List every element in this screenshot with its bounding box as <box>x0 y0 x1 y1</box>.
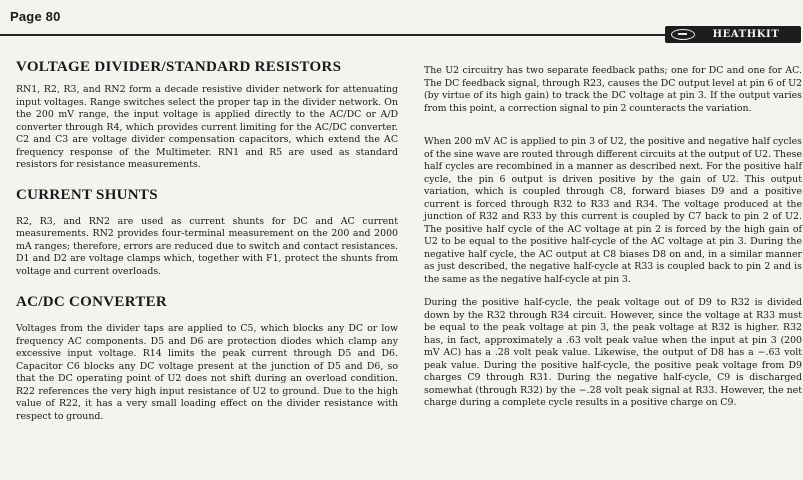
brand-name: HEATHKIT <box>712 29 780 40</box>
section-text-voltage-divider: RN1, R2, R3, and RN2 form a decade resistive divider network for attenuating input voltages. Range switches select the proper tap in the divider network. On the 200 mV range, the input voltage is applied directly to the AC/DC or A/D converter through R4, which provides current limiting for the AC/DC converter. C2 and C3 are voltage divider compensation capacitors, which extend the AC frequency response of the Multimeter. RN1 and R5 are used as standard resistors for resistance measurements. <box>16 84 398 170</box>
section-title-acdc-converter: AC/DC CONVERTER <box>16 294 168 310</box>
paragraph-peak-voltage: During the positive half-cycle, the peak voltage out of D9 to R32 is divided down by the R32 through R34 circuit. However, since the voltage at R33 must be equal to the peak voltage at pin 3, the peak voltage at R32 is higher. R32 has, in fact, approximately a .63 volt peak value when the input at pin 3 (200 mV AC) has a .28 volt peak value. Likewise, the output of D8 has a −.63 volt peak value. During the positive half-cycle, the positive peak voltage from D9 charges C9 through R31. During the negative half-cycle, C9 is discharged somewhat (through R32) by the −.28 volt peak signal at R33. However, the net charge during a complete cycle results in a positive charge on C9. <box>424 297 802 408</box>
section-title-current-shunts: CURRENT SHUNTS <box>16 186 158 203</box>
page-number: Page 80 <box>10 9 61 24</box>
right-column <box>424 65 802 410</box>
section-title-voltage-divider: VOLTAGE DIVIDER/STANDARD RESISTORS <box>16 59 342 75</box>
left-column <box>16 58 398 423</box>
heathkit-emblem-icon <box>671 29 695 40</box>
paragraph-half-cycles: When 200 mV AC is applied to pin 3 of U2, the positive and negative half cycles of the sine wave are routed through different circuits at the output of U2. These half cycles are recombined in a manner as described next. For the positive half cycle, the pin 6 output is driven positive by the gain of U2. This output variation, which is coupled through C8, forward biases D9 and a positive current is forced through R32 to R33 and R34. The voltage produced at the junction of R32 and R33 by this current is coupled by C7 back to pin 2 of U2. The positive half cycle of the AC voltage at pin 2 is forced by the high gain of U2 to be equal to the positive half-cycle of the AC voltage at pin 3. During the negative half cycle, the AC output at C8 biases D8 on and, in a similar manner as just described, the negative half-cycle at R33 is coupled back to pin 2 and is the same as the negative half-cycle at pin 3. <box>424 136 802 285</box>
paragraph-feedback-paths: The U2 circuitry has two separate feedback paths; one for DC and one for AC. The DC feedback signal, through R23, causes the DC output level at pin 6 of U2 (by virtue of its high gain) to track the DC voltage at pin 3. If the output varies from this point, a correction signal to pin 2 counteracts the variation. <box>424 65 802 114</box>
section-text-current-shunts: R2, R3, and RN2 are used as current shunts for DC and AC current measurements. RN2 provides four-terminal measurement on the 200 and 2000 mA ranges; therefore, errors are reduced due to switch and contact resistances. D1 and D2 are voltage clamps which, together with F1, protect the shunts from voltage and current overloads. <box>16 215 398 277</box>
heathkit-logo <box>665 26 801 43</box>
header-rule <box>0 34 665 36</box>
section-text-acdc-converter: Voltages from the divider taps are applied to C5, which blocks any DC or low frequency AC components. D5 and D6 are protection diodes which clamp any excessive input voltage. R14 limits the peak current through D5 and D6. Capacitor C6 blocks any DC voltage present at the junction of D5 and D6, so that the DC operating point of U2 does not shift during an overload condition. R22 references the very high input resistance of U2 to ground. Due to the high value of R22, it has a very small loading effect on the divider resistance with respect to ground. <box>16 323 398 422</box>
